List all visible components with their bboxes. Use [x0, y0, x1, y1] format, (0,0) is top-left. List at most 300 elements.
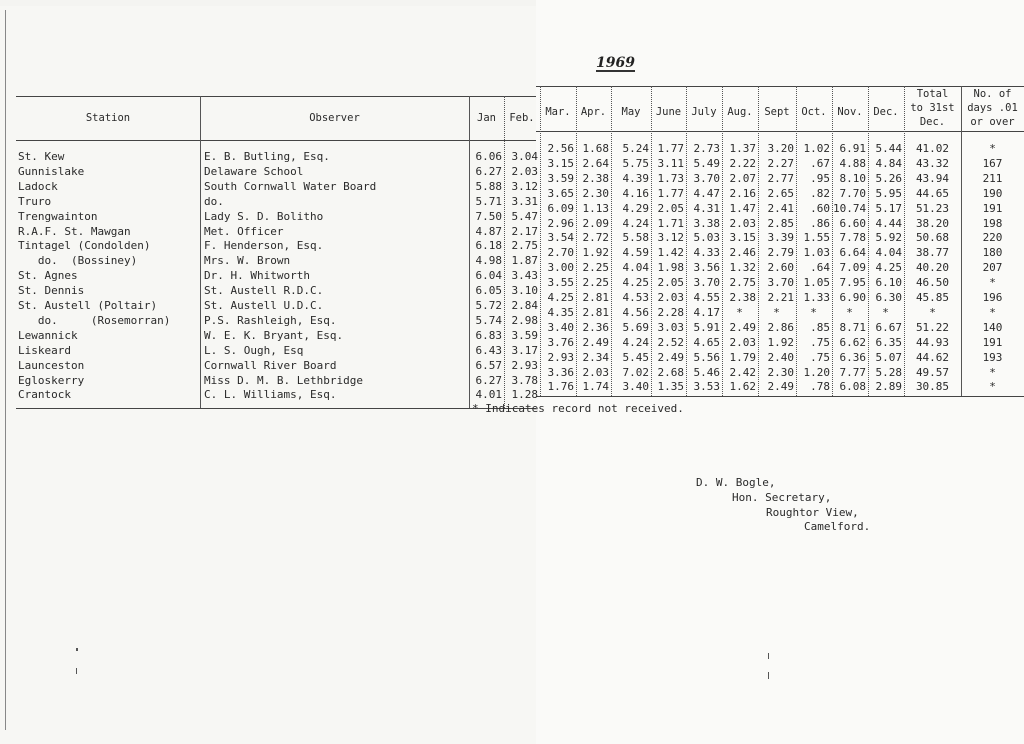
header-days: days .01	[967, 102, 1018, 114]
days-value: *	[989, 305, 996, 319]
rainfall-value: 2.86	[767, 320, 794, 334]
rainfall-value: 6.83	[475, 328, 502, 342]
signature-line: D. W. Bogle,	[696, 476, 776, 489]
rainfall-value: 5.24	[622, 142, 649, 155]
rainfall-value: 4.04	[875, 246, 902, 260]
header-july: July	[691, 106, 717, 118]
rainfall-value: 1.32	[729, 261, 756, 275]
observer-name: St. Austell R.D.C.	[204, 284, 324, 298]
rainfall-value: 2.75	[729, 276, 756, 290]
header-aug: Aug.	[727, 106, 753, 118]
header-dec: Dec.	[873, 106, 899, 118]
signature-line: Hon. Secretary,	[732, 491, 832, 504]
rainfall-value: 6.35	[875, 335, 902, 349]
rainfall-value: 5.17	[875, 201, 902, 215]
station-name: Trengwainton	[18, 209, 98, 223]
observer-name: Mrs. W. Brown	[204, 254, 291, 268]
rainfall-value: .85	[810, 320, 830, 334]
total-value: 41.02	[915, 142, 950, 155]
total-value: 44.93	[915, 335, 950, 349]
header-station: Station	[85, 112, 131, 124]
station-name: Truro	[18, 194, 52, 208]
rainfall-value: 10.74	[833, 201, 867, 215]
rainfall-value: 5.69	[622, 320, 649, 334]
rainfall-value: 1.55	[803, 231, 830, 245]
rainfall-value: *	[810, 305, 817, 319]
rainfall-value: 4.25	[875, 261, 902, 275]
station-name: do. (Rosemorran)	[18, 313, 171, 327]
total-value: 51.23	[915, 201, 950, 215]
observer-name: F. Henderson, Esq.	[204, 239, 324, 253]
rainfall-value: 4.25	[547, 291, 574, 304]
rainfall-value: 4.16	[622, 186, 649, 200]
observer-name: Met. Officer	[204, 224, 284, 238]
rainfall-value: 1.68	[582, 142, 609, 155]
rainfall-value: 2.93	[547, 350, 574, 364]
rainfall-value: 2.36	[582, 320, 609, 334]
rainfall-value: 1.05	[803, 276, 830, 290]
rainfall-value: 1.79	[729, 350, 756, 364]
rainfall-value: 4.65	[693, 335, 720, 349]
rainfall-value: 3.59	[547, 171, 574, 185]
rainfall-value: 1.74	[582, 380, 609, 394]
rainfall-value: 1.03	[803, 246, 830, 260]
observer-name: do.	[204, 194, 224, 208]
rainfall-value: 3.55	[547, 276, 574, 290]
rainfall-value: 6.60	[839, 216, 866, 230]
rainfall-value: 4.25	[622, 276, 649, 290]
rainfall-value: 2.05	[657, 276, 684, 290]
rainfall-value: 2.25	[582, 261, 609, 275]
header-days: or over	[970, 116, 1015, 128]
rainfall-value: 6.04	[475, 269, 502, 283]
rainfall-value: 5.71	[475, 194, 502, 208]
days-value: 220	[982, 231, 1003, 245]
header-total: to 31st	[910, 102, 955, 114]
rainfall-value: 4.44	[875, 216, 902, 230]
rainfall-value: 3.15	[729, 231, 756, 245]
rainfall-value: 7.77	[839, 365, 866, 379]
days-value: 207	[982, 261, 1003, 275]
rainfall-value: 2.34	[582, 350, 609, 364]
station-name: St. Austell (Poltair)	[18, 299, 158, 312]
rainfall-value: *	[736, 305, 743, 319]
station-name: Crantock	[18, 388, 71, 402]
rainfall-value: 7.70	[839, 186, 866, 200]
rainfall-value: 1.37	[729, 142, 756, 155]
observer-name: Lady S. D. Bolitho	[204, 209, 324, 223]
rainfall-value: 1.92	[767, 335, 794, 349]
station-name: St. Kew	[18, 150, 65, 163]
rainfall-value: 4.98	[475, 254, 502, 268]
rainfall-value: 3.39	[767, 231, 794, 245]
rainfall-value: 4.55	[693, 291, 720, 304]
rainfall-value: 3.65	[547, 186, 574, 200]
rainfall-value: 2.21	[767, 291, 794, 304]
rainfall-value: 3.43	[511, 269, 538, 283]
table-rule-bottom	[536, 396, 1024, 397]
rainfall-value: 5.95	[875, 186, 902, 200]
rainfall-value: 5.28	[875, 365, 902, 379]
rainfall-value: 1.13	[582, 201, 609, 215]
total-value: 30.85	[915, 380, 950, 394]
days-value: *	[989, 142, 996, 155]
rainfall-value: 3.00	[547, 261, 574, 275]
days-value: 191	[982, 201, 1003, 215]
rainfall-value: *	[882, 305, 889, 319]
rainfall-value: 4.39	[622, 171, 649, 185]
rainfall-value: 2.03	[511, 164, 538, 178]
rainfall-value: .64	[810, 261, 830, 275]
rainfall-value: 2.03	[582, 365, 609, 379]
rainfall-value: 3.70	[693, 171, 720, 185]
rainfall-value: 6.67	[875, 320, 902, 334]
rainfall-value: 6.09	[547, 201, 574, 215]
rainfall-value: 4.24	[622, 335, 649, 349]
rainfall-value: 2.25	[582, 276, 609, 290]
rainfall-value: 2.98	[511, 313, 538, 327]
station-name: Ladock	[18, 179, 58, 193]
rainfall-value: 1.47	[729, 201, 756, 215]
rainfall-value: 2.64	[582, 156, 609, 170]
signature-line: Camelford.	[804, 520, 871, 533]
rainfall-value: 6.57	[475, 358, 502, 372]
rainfall-value: 4.56	[622, 305, 649, 319]
days-value: *	[989, 365, 996, 379]
rainfall-value: 2.07	[729, 171, 756, 185]
rainfall-value: 6.05	[475, 284, 502, 298]
rainfall-value: 3.56	[693, 261, 720, 275]
rainfall-value: 2.93	[511, 358, 538, 372]
rainfall-value: 3.31	[511, 194, 538, 208]
speck	[768, 653, 769, 659]
rainfall-value: .82	[810, 186, 830, 200]
rainfall-value: 2.38	[729, 291, 756, 304]
header-mar: Mar.	[545, 106, 571, 118]
rainfall-value: 7.02	[622, 365, 649, 379]
rainfall-value: 3.59	[511, 328, 538, 342]
rainfall-value: 2.03	[657, 291, 684, 304]
rainfall-value: 2.16	[729, 186, 756, 200]
rainfall-value: 3.70	[767, 276, 794, 290]
header-days: No. of	[973, 88, 1012, 100]
rainfall-value: 5.75	[622, 156, 649, 170]
rainfall-value: 5.74	[475, 313, 502, 327]
rainfall-value: 6.30	[875, 291, 902, 304]
rainfall-value: 4.53	[622, 291, 649, 304]
station-name: Gunnislake	[18, 164, 85, 178]
table-rule-header	[16, 140, 536, 141]
rainfall-value: 2.60	[767, 261, 794, 275]
rainfall-value: 3.11	[657, 156, 684, 170]
rainfall-value: 8.71	[839, 320, 866, 334]
rainfall-value: 1.76	[547, 380, 574, 394]
rainfall-value: 5.56	[693, 350, 720, 364]
days-value: 180	[982, 246, 1003, 260]
rainfall-value: 6.27	[475, 164, 502, 178]
rainfall-value: 2.09	[582, 216, 609, 230]
rainfall-value: 4.59	[622, 246, 649, 260]
rainfall-value: 7.95	[839, 276, 866, 290]
observer-name: W. E. K. Bryant, Esq.	[204, 328, 344, 342]
total-value: 43.94	[915, 171, 950, 185]
rainfall-value: 5.07	[875, 350, 902, 364]
rainfall-value: 6.18	[475, 239, 502, 253]
rainfall-value: 2.30	[582, 186, 609, 200]
rainfall-value: 2.42	[729, 365, 756, 379]
rainfall-value: 2.84	[511, 299, 538, 312]
days-value: 167	[982, 156, 1003, 170]
speck	[768, 672, 769, 679]
rainfall-value: 5.88	[475, 179, 502, 193]
rainfall-value: .78	[810, 380, 830, 394]
header-june: June	[655, 106, 682, 118]
rainfall-value: 2.81	[582, 291, 609, 304]
rainfall-value: 7.78	[839, 231, 866, 245]
rainfall-value: 2.89	[875, 380, 902, 394]
rainfall-value: 1.77	[657, 142, 684, 155]
rainfall-value: 4.31	[693, 201, 720, 215]
rainfall-value: 5.49	[693, 156, 720, 170]
observer-name: Cornwall River Board	[204, 358, 337, 372]
rainfall-value: 5.91	[693, 320, 720, 334]
observer-name: Delaware School	[204, 164, 304, 178]
observer-name: L. S. Ough, Esq	[204, 343, 304, 357]
rainfall-value: 3.12	[657, 231, 684, 245]
rainfall-value: 3.53	[693, 380, 720, 394]
total-value: 38.20	[915, 216, 950, 230]
rainfall-value: *	[846, 305, 853, 319]
total-value: 40.20	[915, 261, 950, 275]
rainfall-value: 1.77	[657, 186, 684, 200]
rainfall-value: 1.62	[729, 380, 756, 394]
days-value: 196	[982, 291, 1003, 304]
table-rule-bottom	[16, 408, 536, 409]
rainfall-value: 3.15	[547, 156, 574, 170]
total-value: 49.57	[915, 365, 950, 379]
rainfall-value: 4.17	[693, 305, 720, 319]
rainfall-value: 1.42	[657, 246, 684, 260]
signature-line: Roughtor View,	[766, 506, 859, 519]
rainfall-value: 2.70	[547, 246, 574, 260]
rainfall-value: 3.54	[547, 231, 574, 245]
rainfall-value: 6.64	[839, 246, 866, 260]
days-value: 140	[982, 320, 1003, 334]
rainfall-value: 2.75	[511, 239, 538, 253]
station-name: Lewannick	[18, 328, 78, 342]
rainfall-value: 3.10	[511, 284, 538, 298]
total-value: 46.50	[915, 276, 950, 290]
rainfall-value: 3.17	[511, 343, 538, 357]
rainfall-value: 3.38	[693, 216, 720, 230]
rainfall-value: 4.84	[875, 156, 902, 170]
rainfall-value: 1.33	[803, 291, 830, 304]
rainfall-value: 2.46	[729, 246, 756, 260]
header-total: Dec.	[919, 116, 946, 128]
rainfall-value: 2.41	[767, 201, 794, 215]
rainfall-value: 1.98	[657, 261, 684, 275]
observer-name: C. L. Williams, Esq.	[204, 388, 337, 402]
rainfall-value: 3.40	[547, 320, 574, 334]
footnote: * Indicates record not received.	[472, 402, 684, 415]
days-value: *	[989, 380, 996, 394]
rainfall-value: .75	[810, 350, 830, 364]
rainfall-value: 2.28	[657, 305, 684, 319]
rainfall-value: 5.92	[875, 231, 902, 245]
days-value: 193	[982, 350, 1003, 364]
rainfall-value: 5.26	[875, 171, 902, 185]
rainfall-value: .75	[810, 335, 830, 349]
rainfall-value: 2.85	[767, 216, 794, 230]
header-oct: Oct.	[801, 106, 827, 118]
rainfall-value: *	[773, 305, 780, 319]
rainfall-value: 6.62	[839, 335, 866, 349]
rainfall-value: 1.35	[657, 380, 684, 394]
header-nov: Nov.	[837, 106, 863, 118]
header-total: Total	[916, 88, 949, 100]
header-sept: Sept	[764, 106, 790, 118]
total-value: 43.32	[915, 156, 950, 170]
rainfall-value: 4.88	[839, 156, 866, 170]
rainfall-value: 2.96	[547, 216, 574, 230]
station-name: Launceston	[18, 358, 85, 372]
rainfall-value: 3.20	[767, 142, 794, 155]
days-value: 190	[982, 186, 1003, 200]
rainfall-value: 6.10	[875, 276, 902, 290]
rainfall-value: 1.20	[803, 365, 830, 379]
rainfall-value: 4.01	[475, 388, 502, 402]
rainfall-value: 2.22	[729, 156, 756, 170]
days-value: *	[989, 276, 996, 290]
rainfall-value: 2.73	[693, 142, 720, 155]
table-rule-top	[536, 86, 1024, 87]
rainfall-value: 6.06	[475, 150, 502, 163]
rainfall-value: 2.68	[657, 365, 684, 379]
rainfall-value: 2.81	[582, 305, 609, 319]
rainfall-value: 2.49	[767, 380, 794, 394]
rainfall-value: 2.05	[657, 201, 684, 215]
rainfall-value: 2.79	[767, 246, 794, 260]
rainfall-value: 4.24	[622, 216, 649, 230]
station-name: Tintagel (Condolden)	[18, 239, 151, 253]
rainfall-value: 2.38	[582, 171, 609, 185]
rainfall-value: 5.46	[693, 365, 720, 379]
rainfall-value: 7.50	[475, 209, 502, 223]
station-name: Egloskerry	[18, 373, 85, 387]
rainfall-value: 6.08	[839, 380, 866, 394]
rainfall-value: 3.12	[511, 179, 538, 193]
rainfall-value: 1.87	[511, 254, 538, 268]
rainfall-value: 4.35	[547, 305, 574, 319]
rainfall-value: 2.49	[582, 335, 609, 349]
rainfall-value: 5.72	[475, 299, 502, 312]
rainfall-value: .60	[810, 201, 830, 215]
days-value: 198	[982, 216, 1003, 230]
rainfall-value: 3.70	[693, 276, 720, 290]
rainfall-value: .95	[810, 171, 830, 185]
station-name: St. Dennis	[18, 284, 85, 298]
rainfall-value: 4.29	[622, 201, 649, 215]
rainfall-value: 1.71	[657, 216, 684, 230]
rainfall-value: 5.58	[622, 231, 649, 245]
rainfall-value: 6.90	[839, 291, 866, 304]
rainfall-value: 2.56	[547, 142, 574, 155]
rainfall-value: 2.03	[729, 335, 756, 349]
rainfall-value: 1.92	[582, 246, 609, 260]
rainfall-value: 2.72	[582, 231, 609, 245]
rainfall-value: 6.43	[475, 343, 502, 357]
rainfall-value: 2.40	[767, 350, 794, 364]
days-value: 191	[982, 335, 1003, 349]
rainfall-value: 1.02	[803, 142, 830, 155]
table-rule-header	[536, 131, 1024, 132]
rainfall-value: 1.28	[511, 388, 538, 402]
rainfall-value: 5.44	[875, 142, 902, 155]
total-value: 44.65	[915, 186, 950, 200]
station-name: do. (Bossiney)	[18, 254, 138, 268]
year-title: 1969	[596, 55, 635, 71]
speck	[76, 668, 77, 674]
rainfall-value: 2.52	[657, 335, 684, 349]
rainfall-value: 4.47	[693, 186, 720, 200]
rainfall-value: 3.78	[511, 373, 538, 387]
rainfall-value: 3.04	[511, 150, 538, 163]
rainfall-value: 8.10	[839, 171, 866, 185]
observer-name: Dr. H. Whitworth	[204, 269, 310, 283]
days-value: 211	[982, 171, 1003, 185]
column-rule	[200, 96, 201, 408]
rainfall-value: 2.03	[729, 216, 756, 230]
total-value: 50.68	[915, 231, 950, 245]
observer-name: E. B. Butling, Esq.	[204, 150, 330, 163]
rainfall-value: 3.76	[547, 335, 574, 349]
rainfall-value: 2.49	[657, 350, 684, 364]
rainfall-value: 2.27	[767, 156, 794, 170]
rainfall-value: 2.30	[767, 365, 794, 379]
rainfall-value: 4.87	[475, 224, 502, 238]
header-feb: Feb.	[509, 112, 535, 124]
observer-name: Miss D. M. B. Lethbridge	[204, 373, 363, 387]
header-jan: Jan	[477, 112, 496, 124]
total-value: *	[929, 305, 936, 319]
observer-name: St. Austell U.D.C.	[204, 299, 324, 312]
observer-name: P.S. Rashleigh, Esq.	[204, 313, 337, 327]
rainfall-value: 4.04	[622, 261, 649, 275]
rainfall-value: 2.17	[511, 224, 538, 238]
rainfall-value: .67	[810, 156, 830, 170]
station-name: Liskeard	[18, 343, 71, 357]
rainfall-value: 4.33	[693, 246, 720, 260]
rainfall-value: 3.40	[622, 380, 649, 394]
station-name: R.A.F. St. Mawgan	[18, 224, 131, 238]
rainfall-value: 6.91	[839, 142, 866, 155]
rainfall-value: 3.36	[547, 365, 574, 379]
rainfall-value: 5.47	[511, 209, 538, 223]
total-value: 45.85	[915, 291, 950, 304]
total-value: 38.77	[915, 246, 950, 260]
observer-name: South Cornwall Water Board	[204, 179, 377, 193]
page-edge	[5, 10, 6, 730]
header-may: May	[621, 106, 641, 118]
rainfall-value: 6.27	[475, 373, 502, 387]
rainfall-value: 1.73	[657, 171, 684, 185]
rainfall-value: 2.49	[729, 320, 756, 334]
rainfall-value: 3.03	[657, 320, 684, 334]
station-name: St. Agnes	[18, 269, 78, 283]
header-observer: Observer	[309, 112, 360, 124]
rainfall-value: 5.45	[622, 350, 649, 364]
total-value: 51.22	[915, 320, 950, 334]
